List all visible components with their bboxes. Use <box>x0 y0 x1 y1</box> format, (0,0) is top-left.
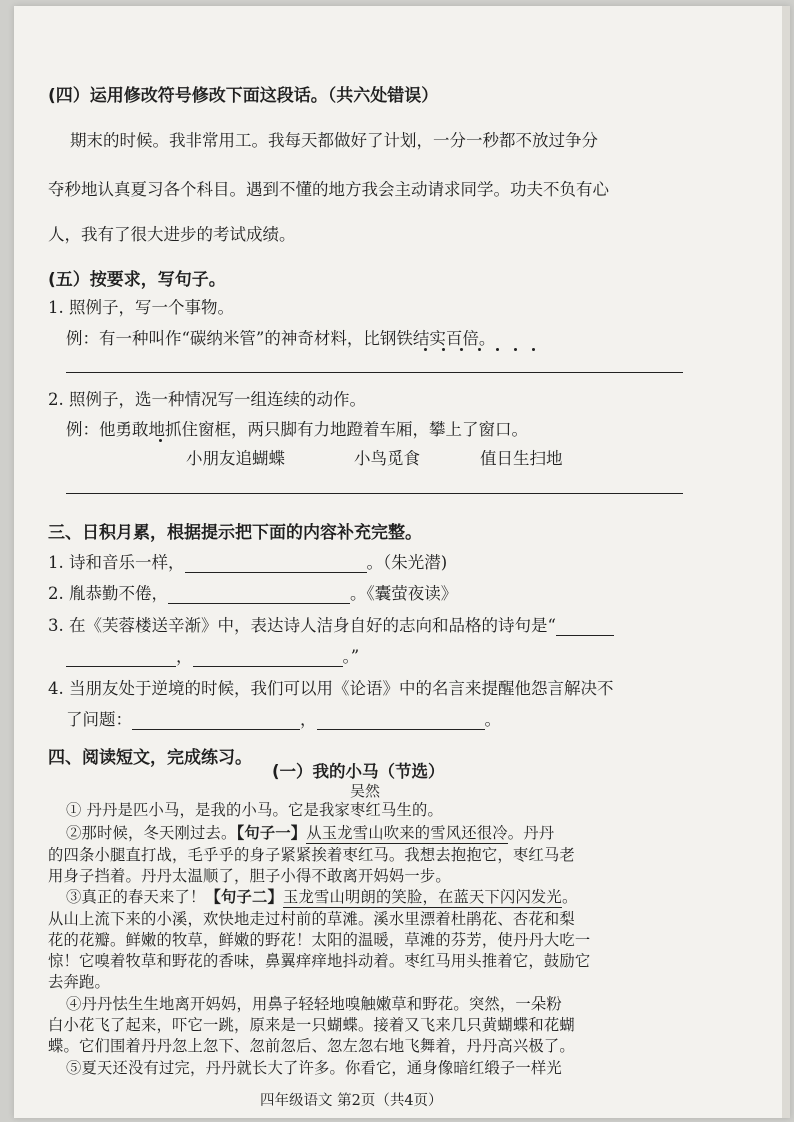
fill-blank[interactable] <box>556 619 614 636</box>
fill-question-4-cont <box>66 706 501 730</box>
fill-blank[interactable] <box>168 587 350 604</box>
story-author: 吴然 <box>350 782 381 800</box>
fill-q3-end: 。” <box>342 647 360 666</box>
fill-blank[interactable] <box>193 650 343 667</box>
emphasis-dot <box>442 348 445 351</box>
fill-question-3 <box>48 612 614 636</box>
section-4-5-title: (五）按要求，写句子。 <box>48 270 226 290</box>
option-1: 小朋友追蝴蝶 <box>186 449 285 468</box>
emphasis-dot <box>496 348 499 351</box>
fill-q3-comma: ， <box>176 647 193 666</box>
emphasis-dot <box>514 348 517 351</box>
paragraph-line: 期末的时候。我非常用工。我每天都做好了计划，一分一秒都不放过争分 <box>70 131 598 150</box>
fill-q3-text: 3. 在《芙蓉楼送辛渐》中，表达诗人洁身自好的志向和品格的诗句是“ <box>48 616 556 635</box>
section-4-title: 四、阅读短文，完成练习。 <box>48 748 252 768</box>
emphasis-dot <box>159 439 162 442</box>
question-1: 1. 照例子，写一个事物。 <box>48 298 234 317</box>
paragraph-line: 夺秒地认真夏习各个科目。遇到不懂的地方我会主动请求同学。功夫不负有心 <box>48 180 609 199</box>
story-line: 用身子挡着。丹丹太温顺了，胆子小得不敢离开妈妈一步。 <box>48 867 451 885</box>
sentence-tag-2: 【句子二】 <box>205 888 283 906</box>
emphasis-dot <box>532 348 535 351</box>
answer-line-2[interactable] <box>66 493 683 494</box>
sentence-tag-1: 【句子一】 <box>236 824 307 842</box>
fill-blank[interactable] <box>66 650 176 667</box>
story-title: (一）我的小马（节选） <box>272 762 445 781</box>
question-2: 2. 照例子，选一种情况写一组连续的动作。 <box>48 390 366 409</box>
fill-q1-prefix: 1. 诗和音乐一样， <box>48 553 185 572</box>
story-paragraph-5: ⑤夏天还没有过完，丹丹就长大了许多。你看它，通身像暗红缎子一样光 <box>66 1059 562 1077</box>
fill-q2-suffix: 。《囊萤夜读》 <box>350 584 458 603</box>
fill-q4-comma: ， <box>300 710 317 729</box>
story-paragraph-2: ②那时候，冬天刚过去。【句子一】从玉龙雪山吹来的雪风还很冷。丹丹 <box>66 824 555 842</box>
section-3-title: 三、日积月累，根据提示把下面的内容补充完整。 <box>48 523 422 543</box>
fill-blank[interactable] <box>317 713 485 730</box>
page-footer: 四年级语文 第2页（共4页） <box>260 1093 443 1109</box>
story-paragraph-4: ④丹丹怯生生地离开妈妈，用鼻子轻轻地嗅触嫩草和野花。突然，一朵粉 <box>66 995 562 1013</box>
underlined-sentence-2: 玉龙雪山明朗的笑脸，在蓝天下闪闪发光 <box>282 888 562 906</box>
emphasis-dot <box>478 348 481 351</box>
exam-page <box>14 6 790 1118</box>
emphasis-dot <box>460 348 463 351</box>
answer-line-1[interactable] <box>66 372 683 373</box>
story-line: 蝶。它们围着丹丹忽上忽下、忽前忽后、忽左忽右地飞舞着，丹丹高兴极了。 <box>48 1037 575 1055</box>
fill-question-3-cont <box>66 643 359 667</box>
story-line: 白小花飞了起来，吓它一跳，原来是一只蝴蝶。接着又飞来几只黄蝴蝶和花蝴 <box>48 1016 575 1034</box>
fill-question-1 <box>48 549 447 573</box>
section-4-4-title: (四）运用修改符号修改下面这段话。（共六处错误） <box>48 86 439 106</box>
story-line: 的四条小腿直打战，毛乎乎的身子紧紧挨着枣红马。我想去抱抱它，枣红马老 <box>48 846 575 864</box>
option-2: 小鸟觅食 <box>354 449 420 468</box>
fill-q4-prefix: 了问题： <box>66 710 132 729</box>
paragraph-line: 人，我有了很大进步的考试成绩。 <box>48 225 296 244</box>
underlined-sentence-1: 从玉龙雪山吹来的雪风还很冷 <box>306 824 508 842</box>
story-paragraph-1: ① 丹丹是匹小马，是我的小马。它是我家枣红马生的。 <box>66 801 443 819</box>
fill-q4-end: 。 <box>484 710 501 729</box>
emphasis-dot <box>424 348 427 351</box>
story-line: 惊！它嗅着牧草和野花的香味，鼻翼痒痒地抖动着。枣红马用头推着它，鼓励它 <box>48 952 591 970</box>
story-line: 花的花瓣。鲜嫩的牧草，鲜嫩的野花！太阳的温暖，草滩的芬芳，使丹丹大吃一 <box>48 931 591 949</box>
fill-question-2 <box>48 580 457 604</box>
story-paragraph-3: ③真正的春天来了！【句子二】玉龙雪山明朗的笑脸，在蓝天下闪闪发光。 <box>66 888 578 906</box>
example-2: 例：他勇敢地抓住窗框，两只脚有力地蹬着车厢，攀上了窗口。 <box>66 420 528 439</box>
story-line: 去奔跑。 <box>48 973 110 991</box>
fill-question-4: 4. 当朋友处于逆境的时候，我们可以用《论语》中的名言来提醒他怨言解决不 <box>48 679 614 698</box>
story-line: 从山上流下来的小溪，欢快地走过村前的草滩。溪水里漂着杜鹃花、杏花和梨 <box>48 910 575 928</box>
fill-q1-suffix: 。（朱光潜) <box>366 553 448 572</box>
option-3: 值日生扫地 <box>480 449 563 468</box>
fill-blank[interactable] <box>132 713 300 730</box>
fill-blank[interactable] <box>185 556 367 573</box>
example-1: 例：有一种叫作“碳纳米管”的神奇材料，比钢铁结实百倍。 <box>66 329 496 348</box>
page-edge <box>782 6 790 1118</box>
fill-q2-prefix: 2. 胤恭勤不倦， <box>48 584 168 603</box>
